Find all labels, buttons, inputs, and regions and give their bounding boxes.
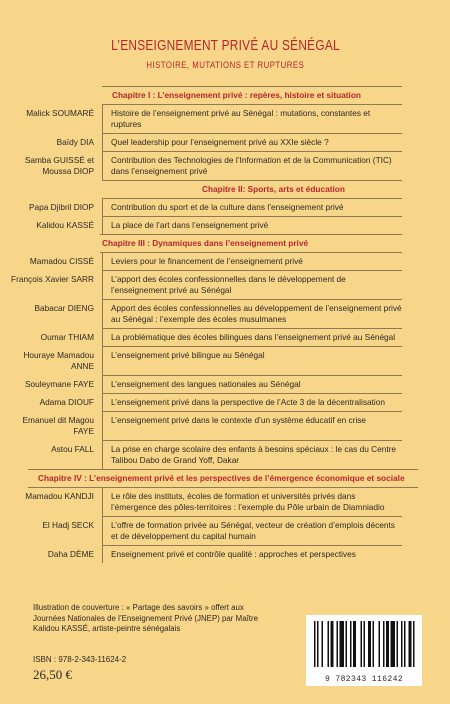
barcode-bar [401, 621, 403, 667]
isbn: ISBN : 978-2-343-11624-2 [33, 655, 127, 664]
barcode-bar [404, 621, 406, 667]
entry-title: Enseignement privé et contrôle qualité : approches et perspectives [102, 546, 402, 563]
barcode-bar [373, 621, 375, 667]
entry-author: Samba GUISSÉ et Moussa DIOP [24, 155, 94, 176]
chapter-entries [28, 199, 402, 234]
barcode-bar [314, 621, 316, 667]
toc-entry [47, 546, 402, 563]
toc-entry [42, 517, 402, 546]
barcode-bar [379, 621, 381, 667]
barcode-bar [361, 621, 363, 667]
barcode-bar [383, 621, 385, 667]
entry-title: Le rôle des instituts, écoles de formation et universités privés dans l’émergence des pôles-territoires : l’exemple du Pôle urbain de Diamniadio [102, 488, 402, 516]
barcode-digits: 9 782343 116242 [324, 675, 403, 684]
toc-entry [22, 412, 402, 441]
entry-title: La problématique des écoles bilingues dans l’enseignement privé au Sénégal [102, 329, 402, 346]
toc-entry [24, 376, 402, 394]
entry-title: Leviers pour le financement de l’enseignement privé [102, 253, 402, 270]
toc-entry [56, 134, 402, 152]
book-subtitle: HISTOIRE, MUTATIONS ET RUPTURES [146, 60, 304, 71]
barcode-bar [331, 621, 334, 667]
chapter-entries [24, 105, 402, 180]
entry-title: Contribution du sport et de la culture dans l’enseignement privé [102, 199, 402, 216]
toc-entry [25, 488, 402, 517]
barcode-bar [346, 621, 348, 667]
header [0, 37, 450, 73]
chapter-heading: Chapitre II: Sports, arts et éducation [102, 180, 402, 199]
barcode-bar [391, 621, 396, 667]
toc-entry [40, 329, 402, 347]
barcode-bar [317, 621, 319, 667]
entry-title: L’offre de formation privée au Sénégal, vecteur de création d’emplois décents et de développement du capital humain [102, 517, 402, 545]
toc-entry [39, 394, 402, 412]
entry-author: Babacar DIENG [34, 303, 94, 313]
barcode-bar [322, 621, 324, 667]
entry-author: Emanuel dit Magou FAYE [22, 415, 94, 436]
entry-title: Quel leadership pour l’enseignement privé au XXIe siècle ? [102, 134, 402, 151]
toc-entry [34, 300, 402, 329]
entry-title: L’enseignement privé dans la perspective de l’Acte 3 de la décentralisation [102, 394, 402, 411]
chapter-heading: Chapitre III : Dynamiques dans l’enseignement privé [100, 234, 402, 253]
entry-title: La place de l’art dans l’enseignement privé [102, 217, 402, 234]
chapter-heading: Chapitre IV : L’enseignement privé et les perspectives de l’émergence économique et sociale [28, 469, 418, 488]
chapter-entries [11, 253, 402, 469]
barcode-bar [386, 621, 389, 667]
barcode-bar [368, 621, 371, 667]
toc-entry [28, 199, 402, 217]
barcode-bar [328, 621, 330, 667]
barcode-bar [409, 621, 412, 667]
entry-author: Daha DÈME [47, 549, 94, 559]
toc-entry [29, 253, 402, 271]
entry-author: Papa Djibril DIOP [28, 202, 94, 212]
entry-author: Houraye Mamadou ANNE [23, 350, 94, 371]
toc-entry [24, 152, 402, 180]
entry-title: L’enseignement privé bilingue au Sénégal [102, 347, 402, 375]
barcode [306, 615, 422, 686]
entry-title: L’enseignement des langues nationales au Sénégal [102, 376, 402, 393]
barcode-bar [353, 621, 356, 667]
barcode-bar [397, 621, 399, 667]
toc-entry [51, 441, 402, 469]
entry-author: Adama DIOUF [39, 397, 94, 407]
barcode-bar [364, 621, 366, 667]
entry-author: Baïdy DIA [56, 137, 94, 147]
entry-title: Contribution des Technologies de l’Information et de la Communication (TIC) dans l’enseignement privé [102, 152, 402, 180]
entry-author: François Xavier SARR [11, 274, 94, 284]
entry-title: Apport des écoles confessionnelles au développement de l’enseignement privé au Sénégal : l’exemple des écoles musulmanes [102, 300, 402, 328]
price: 26,50 € [33, 667, 72, 682]
entry-title: Histoire de l’enseignement privé au Sénégal : mutations, constantes et ruptures [102, 105, 402, 133]
barcode-bars [306, 615, 422, 673]
toc-entry [11, 271, 402, 300]
book-title: L’ENSEIGNEMENT PRIVÉ AU SÉNÉGAL [110, 38, 340, 54]
table-of-contents [11, 86, 405, 563]
entry-author: Astou FALL [51, 444, 94, 454]
toc-entry [36, 217, 402, 234]
chapter-heading: Chapitre I : L’enseignement privé : repères, histoire et situation [102, 86, 402, 105]
toc-entry [26, 105, 402, 134]
barcode-bar [340, 621, 345, 667]
entry-author: Malick SOUMARÉ [26, 108, 94, 118]
barcode-bar [350, 621, 352, 667]
entry-author: Kalidou KASSÉ [36, 220, 94, 230]
entry-title: L’apport des écoles confessionnelles dans le développement de l’enseignement privé au Sénégal [102, 271, 402, 299]
entry-author: Mamadou CISSÉ [29, 256, 94, 266]
entry-title: La prise en charge scolaire des enfants à besoins spéciaux : le cas du Centre Talibou Dabo de Grand Yoff, Dakar [102, 441, 402, 469]
entry-author: Mamadou KANDJI [25, 491, 94, 501]
barcode-bar [413, 621, 415, 667]
entry-title: L’enseignement privé dans le contexte d’un système éducatif en crise [102, 412, 402, 440]
entry-author: El Hadj SECK [42, 520, 94, 530]
entry-author: Souleymane FAYE [24, 379, 94, 389]
toc-entry [23, 347, 402, 376]
cover-illustration-credit: Illustration de couverture : « Partage des savoirs » offert aux Journées Nationales de l’Enseignement Privé (JNEP) par Maître Kalidou KASSÉ, artiste-peintre sénégalais [33, 603, 258, 633]
entry-author: Oumar THIAM [40, 332, 94, 342]
chapter-entries [25, 488, 402, 563]
barcode-bar [337, 621, 339, 667]
